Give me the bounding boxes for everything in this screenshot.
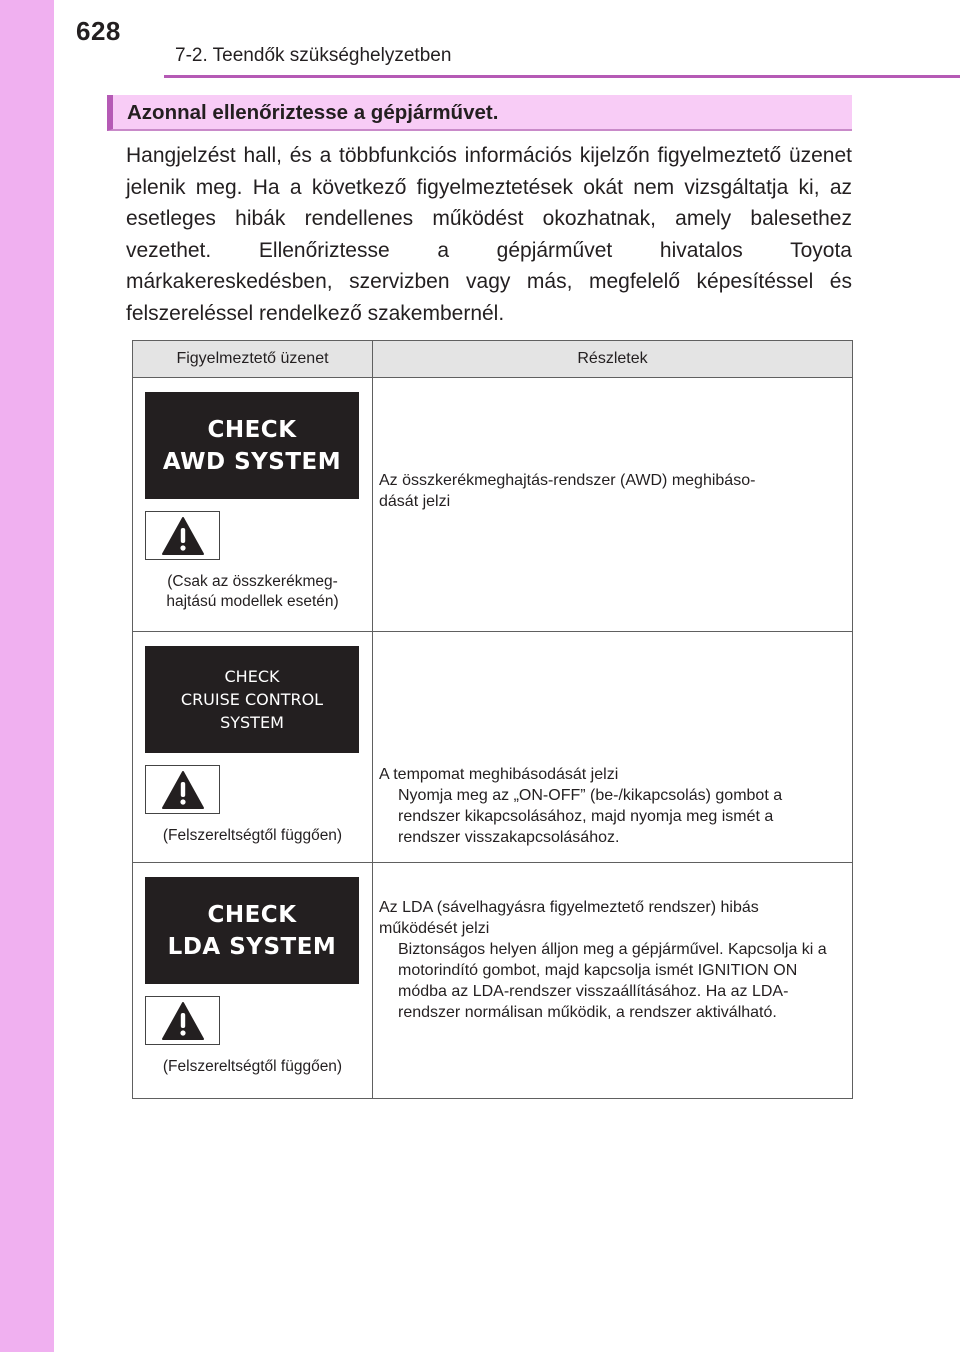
display-screen [145, 392, 359, 499]
detail-sub-text: Biztonságos helyen álljon meg a gépjárművel. Kapcsolja ki a motorindító gombot, majd kapcsolja ismét IGNITION ON módba az LDA-rendszer visszaállításához. Ha az LDA-rendszer normálisan működik, a rendszer aktiválható. [398, 941, 827, 1021]
details-cell [373, 378, 853, 632]
detail-main-text: A tempomat meghibásodását jelzi [379, 766, 619, 783]
detail-main-text: Az összkerékmeghajtás-rendszer (AWD) meghibáso- dását jelzi [379, 471, 756, 510]
detail-sub-text: Nyomja meg az „ON-OFF” (be-/kikapcsolás) gombot a rendszer kikapcsolásához, majd nyomja meg ismét a rendszer visszakapcsolásához. [398, 787, 783, 846]
header-details: Részletek [373, 341, 853, 378]
detail-main-text: Az LDA (sávelhagyásra figyelmeztető rendszer) hibás működését jelzi [379, 899, 759, 937]
availability-caption: (Felszereltségtől függően) [162, 1058, 343, 1075]
warning-triangle-icon [145, 765, 220, 814]
warning-messages-table [132, 340, 853, 1099]
warning-message-cell [133, 378, 373, 632]
availability-caption: (Felszereltségtől függően) [162, 827, 343, 844]
warning-message-cell [133, 632, 373, 863]
table-header-row [133, 341, 853, 378]
details-cell [373, 863, 853, 1099]
section-title: Azonnal ellenőriztesse a gépjárművet. [127, 101, 499, 124]
table-row [133, 632, 853, 863]
header-warning-message: Figyelmeztető üzenet [133, 341, 373, 378]
section-heading-box [107, 95, 852, 131]
availability-caption: (Csak az összkerékmeg- hajtású modellek esetén) [166, 573, 339, 610]
header-rule [164, 75, 960, 78]
chapter-title: 7-2. Teendők szükséghelyzetben [175, 45, 452, 66]
warning-triangle-icon [145, 511, 220, 560]
display-text: CHECK LDA SYSTEM [167, 901, 337, 960]
details-cell [373, 632, 853, 863]
page-number: 628 [76, 16, 121, 46]
table-row [133, 863, 853, 1099]
display-text: CHECK CRUISE CONTROL SYSTEM [180, 667, 324, 732]
intro-paragraph: Hangjelzést hall, és a többfunkciós információs kijelzőn figyelmeztető üzenet jelenik meg. Ha a következő figyelmeztetések okát nem vizsgáltatja ki, az esetleges hibák rendellenes működést okozhatnak, amely balesethez vezethet. Ellenőriztesse a gépjárművet hivatalos Toyota márkakereskedésben, szervizben vagy más, megfelelő képesítéssel és felszereléssel rendelkező szakembernél. [126, 144, 852, 325]
display-screen [145, 877, 359, 984]
display-screen [145, 646, 359, 753]
side-color-strip [0, 0, 54, 1352]
warning-message-cell [133, 863, 373, 1099]
table-row [133, 378, 853, 632]
warning-triangle-icon [145, 996, 220, 1045]
display-text: CHECK AWD SYSTEM [162, 416, 342, 475]
